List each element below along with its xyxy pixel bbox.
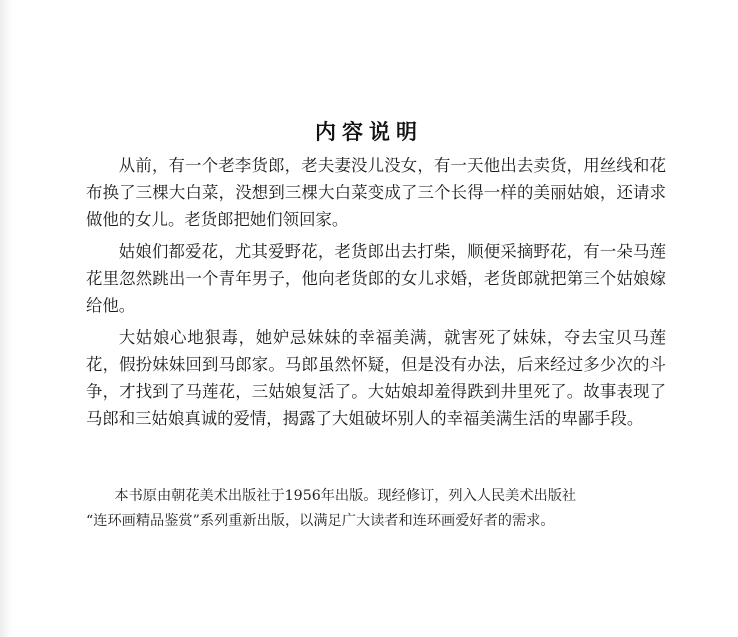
publisher-note [86, 484, 666, 534]
page-edge-shadow [0, 0, 14, 637]
publisher-note-line-2: “连环画精品鉴赏”系列重新出版，以满足广大读者和连环画爱好者的需求。 [86, 513, 555, 529]
content-body [86, 152, 666, 437]
paragraph-1: 从前，有一个老李货郎，老夫妻没儿没女，有一天他出去卖货，用丝线和花布换了三棵大白菜，没想到三棵大白菜变成了三个长得一样的美丽姑娘，还请求做他的女儿。老货郎把她们领回家。 [86, 156, 666, 229]
paragraph-3: 大姑娘心地狠毒，她妒忌妹妹的幸福美满，就害死了妹妹，夺去宝贝马莲花，假扮妹妹回到马郎家。马郎虽然怀疑，但是没有办法，后来经过多少次的斗争，才找到了马莲花，三姑娘复活了。大姑娘却羞得跌到井里死了。故事表现了马郎和三姑娘真诚的爱情，揭露了大姐破坏别人的幸福美满生活的卑鄙手段。 [86, 328, 666, 428]
publisher-note-line-1: 本书原由朝花美术出版社于1956年出版。现经修订，列入人民美术出版社 [114, 488, 577, 504]
paragraph-2: 姑娘们都爱花，尤其爱野花，老货郎出去打柴，顺便采摘野花，有一朵马莲花里忽然跳出一个青年男子，他向老货郎的女儿求婚，老货郎就把第三个姑娘嫁给他。 [86, 242, 666, 315]
page-title: 内容说明 [315, 120, 423, 144]
